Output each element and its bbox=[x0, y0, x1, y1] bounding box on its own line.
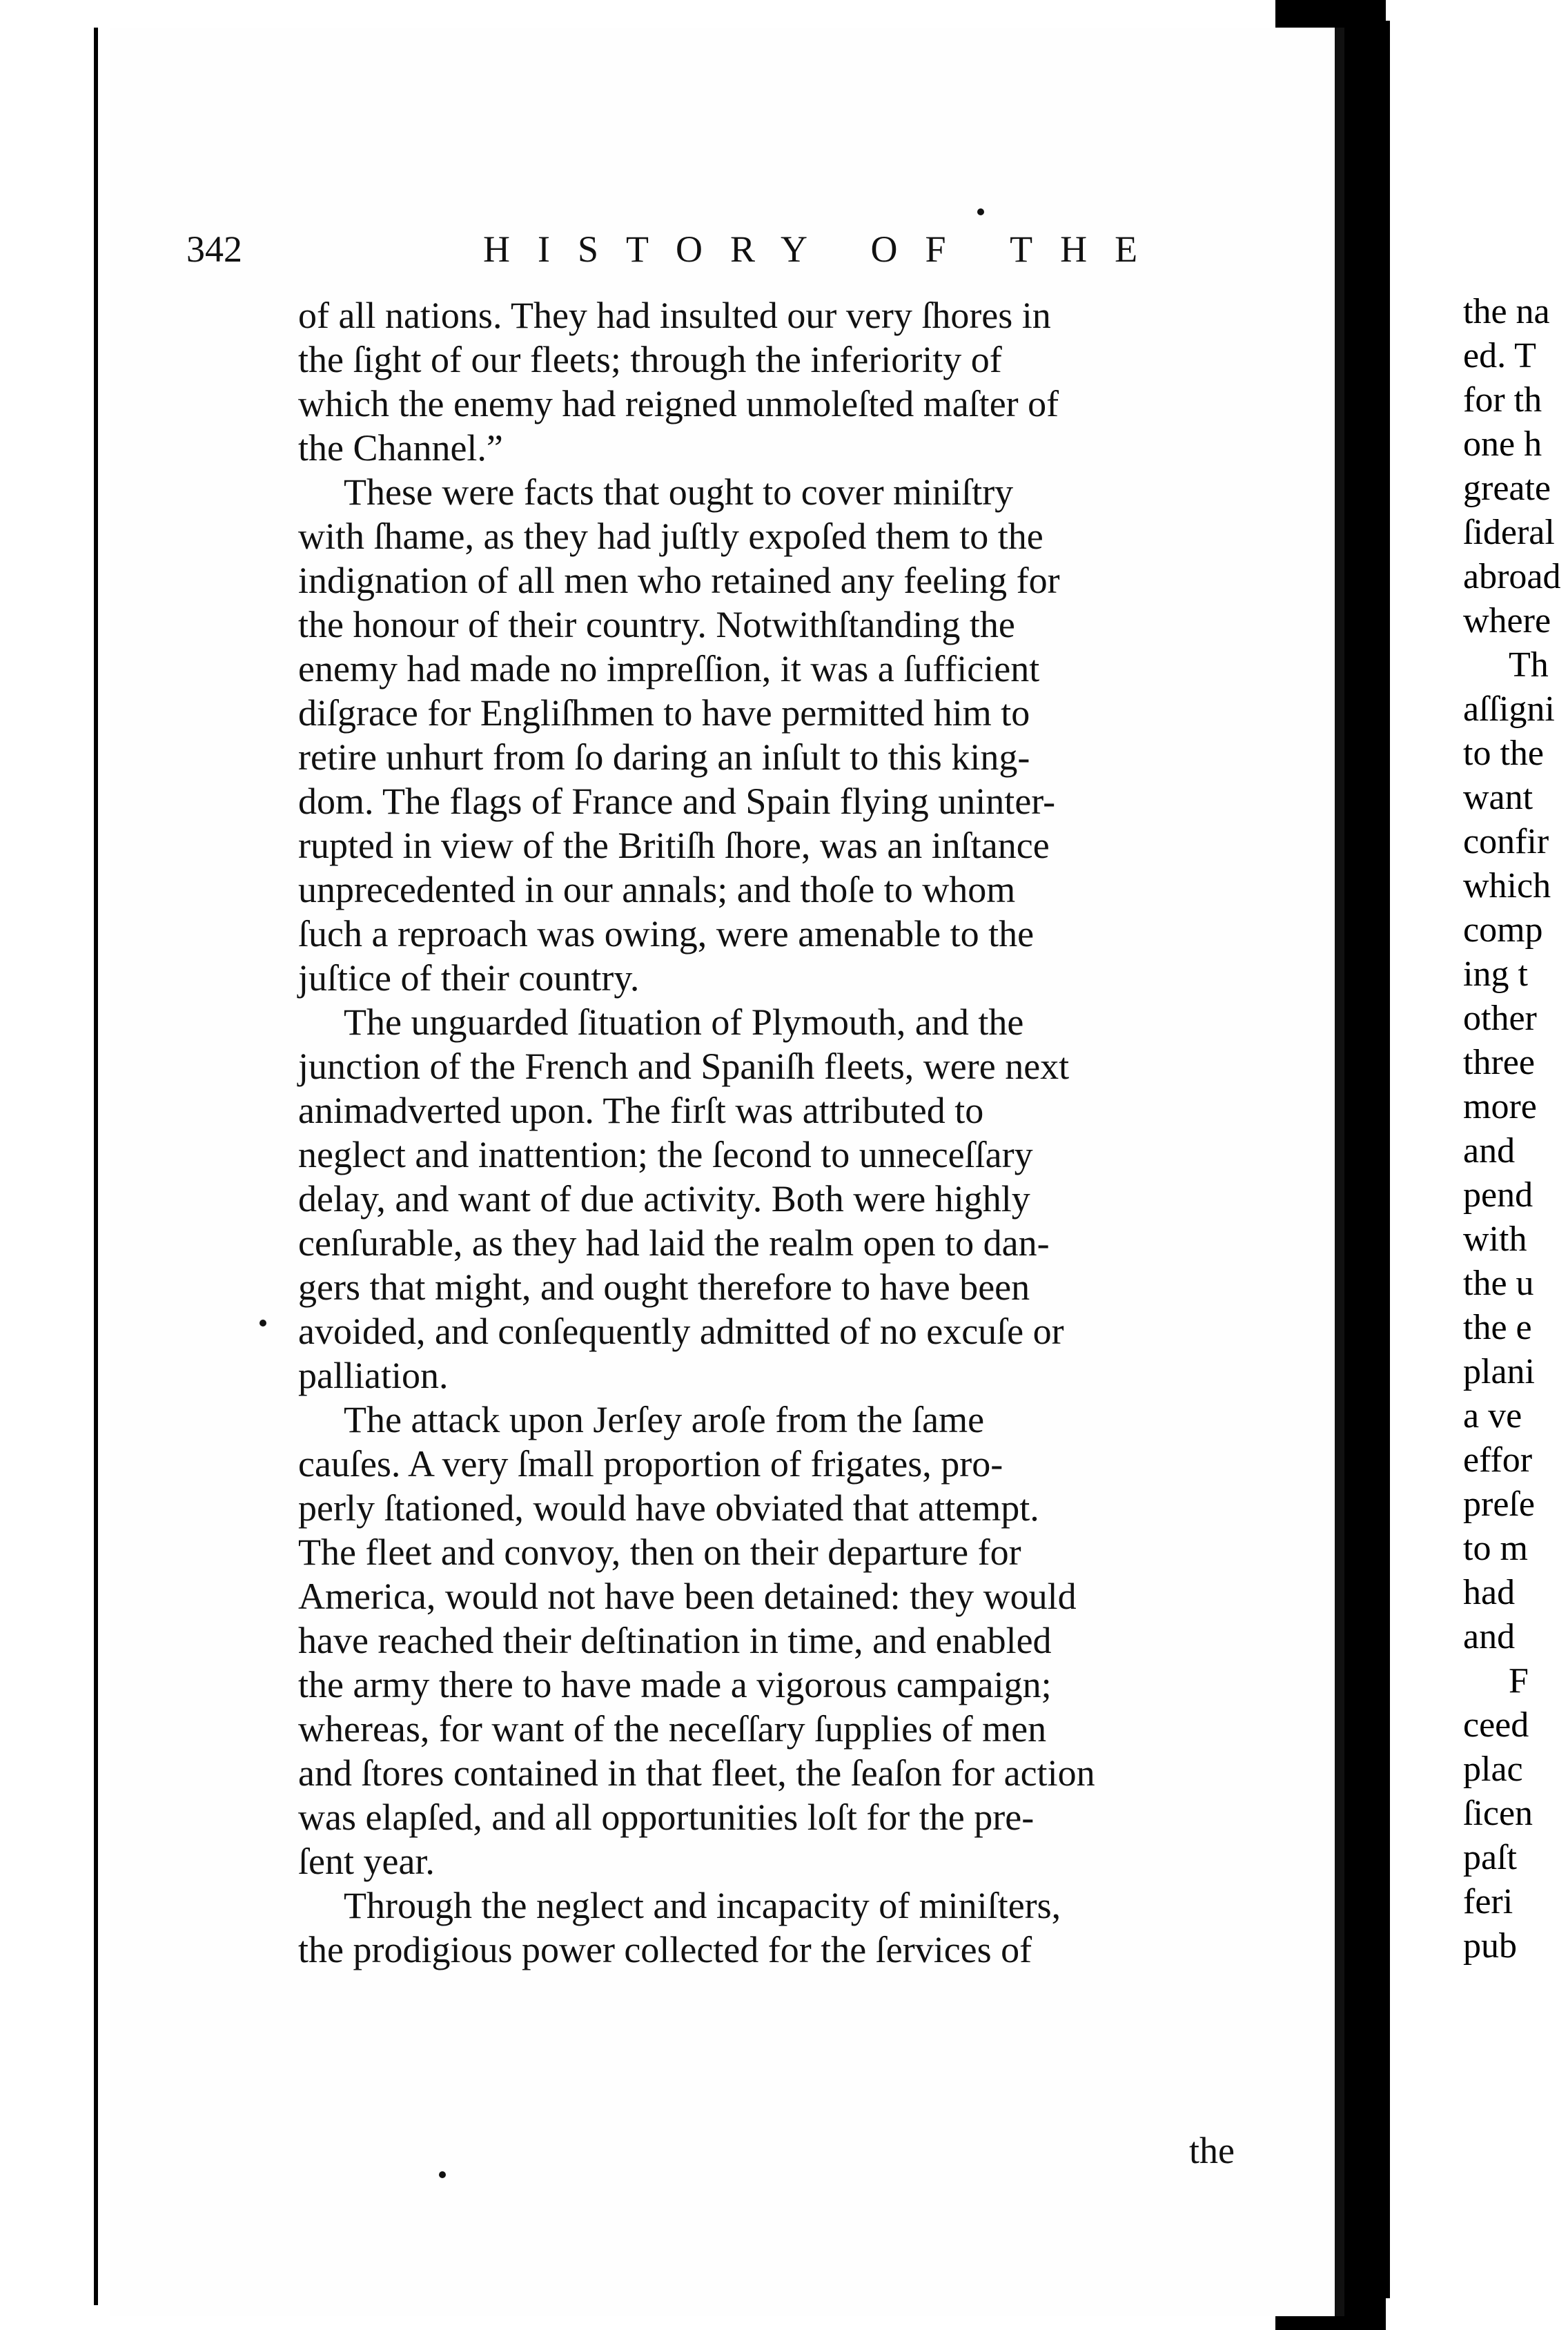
text-line: where bbox=[1463, 601, 1551, 640]
text-line: which bbox=[1463, 866, 1551, 905]
text-line: indignation of all men who retained any feeling for bbox=[298, 560, 1060, 601]
text-line: one h bbox=[1463, 424, 1542, 464]
text-line: gers that might, and ought therefore to have been bbox=[298, 1266, 1030, 1308]
text-line: to m bbox=[1463, 1529, 1528, 1568]
text-line: whereas, for want of the neceſſary ſupplies of men bbox=[298, 1708, 1047, 1750]
text-line: ſuch a reproach was owing, were amenable to the bbox=[298, 913, 1035, 954]
text-line: ſicen bbox=[1463, 1794, 1533, 1833]
running-head bbox=[186, 228, 1166, 283]
text-line: the ſight of our fleets; through the inferiority of bbox=[298, 339, 1002, 380]
ink-speck bbox=[977, 208, 984, 215]
page-number: 342 bbox=[186, 228, 242, 270]
text-line: the army there to have made a vigorous campaign; bbox=[298, 1664, 1052, 1705]
text-line: avoided, and conſequently admitted of no excuſe or bbox=[298, 1311, 1064, 1352]
text-line: The fleet and convoy, then on their departure for bbox=[298, 1531, 1021, 1573]
text-line: preſe bbox=[1463, 1485, 1535, 1524]
text-line: Th bbox=[1509, 645, 1549, 685]
text-line: paſt bbox=[1463, 1838, 1517, 1877]
text-line: other bbox=[1463, 999, 1537, 1038]
text-line: for th bbox=[1463, 380, 1542, 420]
text-line: rupted in view of the Britiſh ſhore, was an inſtance bbox=[298, 825, 1050, 866]
text-line: the na bbox=[1463, 292, 1550, 331]
text-line: ſideral bbox=[1463, 513, 1555, 552]
text-line: plac bbox=[1463, 1750, 1523, 1789]
text-line: enemy had made no impreſſion, it was a ſufficient bbox=[298, 648, 1040, 689]
text-line: the Channel.” bbox=[298, 427, 503, 469]
text-line: abroad bbox=[1463, 557, 1561, 596]
text-line: have reached their deſtination in time, and enabled bbox=[298, 1620, 1052, 1661]
text-line: palliation. bbox=[298, 1355, 449, 1396]
text-line: juſtice of their country. bbox=[298, 957, 640, 999]
text-line: the prodigious power collected for the ſervices of bbox=[298, 1929, 1032, 1970]
text-line: had bbox=[1463, 1573, 1516, 1612]
text-line: ceed bbox=[1463, 1705, 1529, 1745]
catchword: the bbox=[1189, 2130, 1235, 2171]
text-line: retire unhurt from ſo daring an inſult to this king- bbox=[298, 736, 1030, 778]
text-line: pend bbox=[1463, 1175, 1533, 1215]
text-line: a ve bbox=[1463, 1396, 1522, 1436]
right-page bbox=[1386, 21, 1568, 2298]
text-line: animadverted upon. The firſt was attributed to bbox=[298, 1090, 984, 1131]
text-line: with bbox=[1463, 1220, 1527, 1259]
text-line: ing t bbox=[1463, 954, 1528, 994]
text-line: greate bbox=[1463, 469, 1551, 508]
text-line: and bbox=[1463, 1131, 1516, 1171]
ink-speck bbox=[439, 2171, 446, 2178]
text-line: with ſhame, as they had juſtly expoſed them to the bbox=[298, 516, 1043, 557]
text-line: the u bbox=[1463, 1264, 1534, 1303]
text-line: aſſigni bbox=[1463, 689, 1555, 729]
text-line: the honour of their country. Notwithſtanding the bbox=[298, 604, 1015, 645]
text-line: ed. T bbox=[1463, 336, 1536, 375]
text-line: cenſurable, as they had laid the realm open to dan- bbox=[298, 1222, 1050, 1264]
text-line: to the bbox=[1463, 734, 1544, 773]
text-line: the e bbox=[1463, 1308, 1532, 1347]
text-line: pub bbox=[1463, 1926, 1517, 1966]
text-line: unprecedented in our annals; and thoſe to whom bbox=[298, 869, 1016, 910]
text-line: junction of the French and Spaniſh fleets, were next bbox=[298, 1046, 1070, 1087]
running-head-title: HISTORY OF THE bbox=[483, 228, 1166, 270]
text-line: America, would not have been detained: they would bbox=[298, 1576, 1077, 1617]
text-line: was elapſed, and all opportunities loſt for the pre- bbox=[298, 1797, 1035, 1838]
text-line: of all nations. They had insulted our very ſhores in bbox=[298, 295, 1051, 336]
text-line: feri bbox=[1463, 1882, 1513, 1921]
text-line: ſent year. bbox=[298, 1841, 435, 1882]
text-line: diſgrace for Engliſhmen to have permitted him to bbox=[298, 692, 1030, 734]
text-line: plani bbox=[1463, 1352, 1535, 1391]
text-line: three bbox=[1463, 1043, 1535, 1082]
left-page-body-text bbox=[298, 293, 1244, 2171]
text-line: want bbox=[1463, 778, 1533, 817]
text-line: These were facts that ought to cover miniſtry bbox=[344, 471, 1014, 513]
text-line: comp bbox=[1463, 910, 1543, 950]
text-line: more bbox=[1463, 1087, 1537, 1126]
text-line: The unguarded ſituation of Plymouth, and the bbox=[344, 1001, 1024, 1043]
text-line: effor bbox=[1463, 1440, 1533, 1480]
text-line: F bbox=[1509, 1661, 1529, 1701]
text-line: and bbox=[1463, 1617, 1516, 1656]
text-line: cauſes. A very ſmall proportion of frigates, pro- bbox=[298, 1443, 1003, 1485]
text-line: Through the neglect and incapacity of miniſters, bbox=[344, 1885, 1061, 1926]
text-line: confir bbox=[1463, 822, 1549, 861]
text-line: The attack upon Jerſey aroſe from the ſame bbox=[344, 1399, 985, 1440]
text-line: delay, and want of due activity. Both were highly bbox=[298, 1178, 1030, 1220]
left-page-edge bbox=[94, 28, 98, 2305]
text-line: and ſtores contained in that fleet, the ſeaſon for action bbox=[298, 1752, 1095, 1794]
ink-speck bbox=[259, 1320, 266, 1326]
text-line: perly ſtationed, would have obviated that attempt. bbox=[298, 1487, 1039, 1529]
text-line: which the enemy had reigned unmoleſted maſter of bbox=[298, 383, 1059, 424]
text-line: neglect and inattention; the ſecond to unneceſſary bbox=[298, 1134, 1033, 1175]
text-line: dom. The flags of France and Spain flying uninter- bbox=[298, 781, 1056, 822]
